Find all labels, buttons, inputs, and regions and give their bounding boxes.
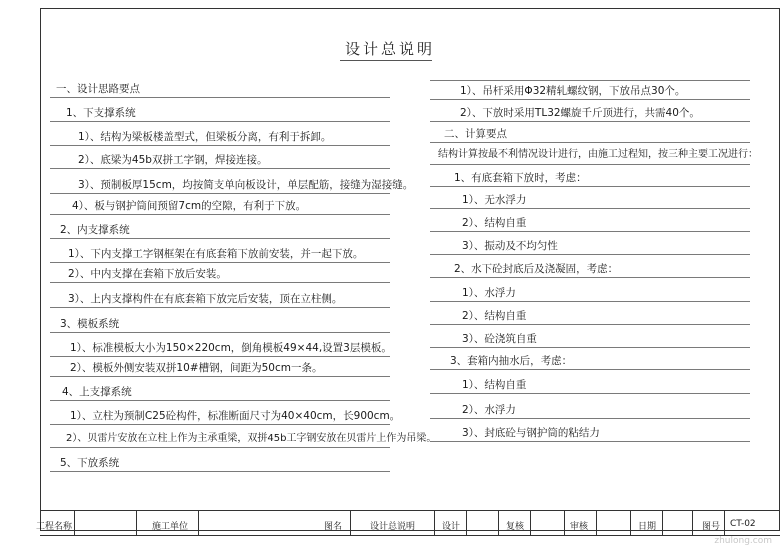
rule-line <box>50 447 390 448</box>
page-title: 设计总说明 <box>344 40 435 58</box>
rule-line <box>430 254 750 255</box>
watermark: zhulong.com <box>714 536 772 546</box>
list-item: 2）、结构自重 <box>462 310 527 322</box>
list-item: 2）、结构自重 <box>462 217 527 229</box>
cell-divider <box>466 511 467 535</box>
rule-line <box>50 168 390 169</box>
rule-line <box>50 282 390 283</box>
list-item: 2）、水浮力 <box>462 404 516 416</box>
rule-line <box>50 238 390 239</box>
rule-line <box>50 424 390 425</box>
project-name-label: 工程名称 <box>36 522 73 532</box>
rule-line <box>430 418 750 419</box>
list-item: 2）、模板外侧安装双拼10#槽钢，间距为50cm一条。 <box>70 362 323 374</box>
cell-divider <box>596 511 597 535</box>
subsection-heading: 1、有底套箱下放时，考虑： <box>454 172 587 184</box>
rule-line <box>50 400 390 401</box>
rule-line <box>50 97 390 98</box>
rule-line <box>430 208 750 209</box>
drawing-number-value: CT-02 <box>730 519 756 529</box>
rule-line <box>50 332 390 333</box>
section-heading: 一、设计思路要点 <box>56 83 140 95</box>
drawing-name-value: 设计总说明 <box>370 522 416 532</box>
review-label: 复核 <box>506 522 525 532</box>
cell-divider <box>198 511 199 535</box>
rule-line <box>50 471 390 472</box>
subsection-heading: 4、上支撑系统 <box>62 386 132 398</box>
cell-divider <box>350 511 351 535</box>
list-item: 1）、无水浮力 <box>462 194 527 206</box>
list-item: 2）、下放时采用TL32螺旋千斤顶进行，共需40个。 <box>460 107 700 119</box>
rule-line <box>430 186 750 187</box>
rule-line <box>430 301 750 302</box>
title-block <box>36 510 780 536</box>
cell-divider <box>530 511 531 535</box>
rule-line <box>430 347 750 348</box>
list-item: 4）、板与钢护筒间预留7cm的空隙，有利于下放。 <box>72 200 307 212</box>
rule-line <box>50 356 390 357</box>
subsection-heading: 3、模板系统 <box>60 318 120 330</box>
subsection-heading: 2、水下砼封底后及浇凝固，考虑： <box>454 263 619 275</box>
list-item: 2）、中内支撑在套箱下放后安装。 <box>68 268 227 280</box>
rule-line <box>430 369 750 370</box>
rule-line <box>50 121 390 122</box>
drawing-number-label: 图号 <box>702 522 721 532</box>
rule-line <box>50 145 390 146</box>
cell-divider <box>136 511 137 535</box>
subsection-heading: 3、套箱内抽水后，考虑： <box>450 355 573 367</box>
cell-divider <box>498 511 499 535</box>
list-item: 1）、标准模板大小为150×220cm，倒角模板49×44,设置3层模板。 <box>70 342 392 354</box>
rule-line <box>430 324 750 325</box>
rule-line <box>430 441 750 442</box>
cell-divider <box>564 511 565 535</box>
subsection-heading: 2、内支撑系统 <box>60 224 130 236</box>
approve-label: 审核 <box>570 522 589 532</box>
cell-divider <box>662 511 663 535</box>
rule-line <box>430 164 750 165</box>
rule-line <box>50 307 390 308</box>
list-item: 3）、封底砼与钢护筒的粘结力 <box>462 427 600 439</box>
list-item: 2）、底梁为45b双拼工字钢，焊接连接。 <box>78 154 268 166</box>
rule-line <box>430 80 750 81</box>
rule-line <box>430 99 750 100</box>
cell-divider <box>724 511 725 535</box>
rule-line <box>430 231 750 232</box>
rule-line <box>430 393 750 394</box>
paragraph-text: 结构计算按最不利情况设计进行，由施工过程知，按三种主要工况进行： <box>438 149 758 160</box>
list-item: 2）、贝雷片安放在立柱上作为主承重梁，双拼45b工字钢安放在贝雷片上作为吊梁。 <box>66 433 437 444</box>
construction-unit-label: 施工单位 <box>152 522 189 532</box>
rule-line <box>50 262 390 263</box>
list-item: 3）、振动及不均匀性 <box>462 240 558 252</box>
cell-divider <box>630 511 631 535</box>
design-label: 设计 <box>442 522 461 532</box>
date-label: 日期 <box>638 522 657 532</box>
subsection-heading: 1、下支撑系统 <box>66 107 136 119</box>
rule-line <box>50 214 390 215</box>
rule-line <box>50 376 390 377</box>
drawing-name-label: 图名 <box>324 522 343 532</box>
list-item: 1）、立柱为预制C25砼构件，标准断面尺寸为40×40cm，长900cm。 <box>70 410 401 422</box>
list-item: 1）、水浮力 <box>462 287 516 299</box>
list-item: 1）、吊杆采用Φ32精轧螺纹钢，下放吊点30个。 <box>460 85 686 97</box>
list-item: 3）、上内支撑构件在有底套箱下放完后安装，顶在立柱侧。 <box>68 293 343 305</box>
list-item: 3）、砼浇筑自重 <box>462 333 537 345</box>
rule-line <box>50 193 390 194</box>
rule-line <box>430 142 750 143</box>
list-item: 1）、结构为梁板楼盖型式，但梁板分离，有利于拆卸。 <box>78 131 332 143</box>
rule-line <box>430 121 750 122</box>
list-item: 1）、结构自重 <box>462 379 527 391</box>
title-underline <box>340 60 432 61</box>
section-heading: 二、计算要点 <box>444 128 507 140</box>
list-item: 1）、下内支撑工字钢框架在有底套箱下放前安装，并一起下放。 <box>68 248 364 260</box>
cell-divider <box>74 511 75 535</box>
cell-divider <box>434 511 435 535</box>
subsection-heading: 5、下放系统 <box>60 457 120 469</box>
cell-divider <box>692 511 693 535</box>
list-item: 3）、预制板厚15cm，均按简支单向板设计，单层配筋，接缝为湿接缝。 <box>78 179 414 191</box>
rule-line <box>430 277 750 278</box>
